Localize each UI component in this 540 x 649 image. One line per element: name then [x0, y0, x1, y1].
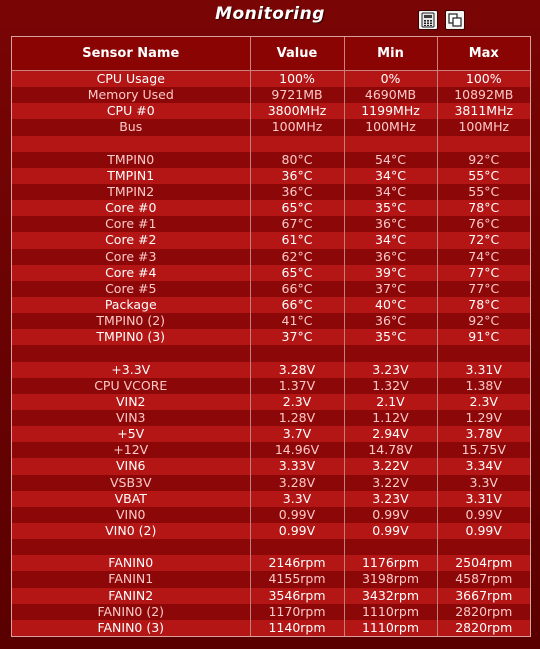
sensor-name-cell: Core #4 — [12, 265, 250, 281]
max-cell: 74°C — [437, 249, 530, 265]
min-cell: 3.23V — [344, 362, 437, 378]
max-cell: 92°C — [437, 313, 530, 329]
sensor-name-cell — [12, 345, 250, 361]
value-cell: 1170rpm — [250, 604, 344, 620]
max-cell: 100% — [437, 71, 530, 88]
value-cell: 36°C — [250, 168, 344, 184]
sensor-name-cell: CPU VCORE — [12, 378, 250, 394]
value-cell: 1.28V — [250, 410, 344, 426]
sensor-name-cell — [12, 136, 250, 152]
value-cell: 0.99V — [250, 507, 344, 523]
min-cell: 3.23V — [344, 491, 437, 507]
sensor-name-cell: +12V — [12, 442, 250, 458]
calculator-button[interactable] — [418, 10, 438, 30]
min-cell: 3.22V — [344, 475, 437, 491]
value-cell: 80°C — [250, 152, 344, 168]
sensor-name-cell: TMPIN0 (2) — [12, 313, 250, 329]
table-row[interactable] — [12, 168, 530, 184]
window-title: Monitoring — [215, 4, 325, 24]
min-cell: 34°C — [344, 168, 437, 184]
value-cell: 67°C — [250, 216, 344, 232]
value-cell: 66°C — [250, 281, 344, 297]
table-row[interactable] — [12, 539, 530, 555]
max-cell: 3.31V — [437, 362, 530, 378]
max-cell: 100MHz — [437, 119, 530, 135]
table-row[interactable] — [12, 491, 530, 507]
max-cell: 3.3V — [437, 475, 530, 491]
sensor-name-cell: VIN3 — [12, 410, 250, 426]
max-cell: 2820rpm — [437, 604, 530, 620]
min-cell: 3198rpm — [344, 571, 437, 587]
min-cell — [344, 136, 437, 152]
table-row[interactable] — [12, 87, 530, 103]
table-row[interactable] — [12, 152, 530, 168]
table-row[interactable] — [12, 394, 530, 410]
sensor-name-cell: Bus — [12, 119, 250, 135]
sensor-name-cell: FANIN0 — [12, 555, 250, 571]
copy-icon — [447, 12, 463, 28]
min-cell: 14.78V — [344, 442, 437, 458]
max-cell: 72°C — [437, 232, 530, 248]
table-row[interactable] — [12, 313, 530, 329]
min-cell: 37°C — [344, 281, 437, 297]
max-cell: 0.99V — [437, 523, 530, 539]
value-cell: 9721MB — [250, 87, 344, 103]
calculator-icon — [420, 12, 436, 28]
max-cell: 55°C — [437, 168, 530, 184]
sensor-name-cell: VSB3V — [12, 475, 250, 491]
table-row[interactable] — [12, 604, 530, 620]
sensor-name-cell: Core #0 — [12, 200, 250, 216]
table-header-row — [12, 37, 530, 71]
min-cell: 1.32V — [344, 378, 437, 394]
min-cell: 34°C — [344, 184, 437, 200]
value-cell: 1.37V — [250, 378, 344, 394]
sensor-name-cell: Core #2 — [12, 232, 250, 248]
table-row[interactable] — [12, 232, 530, 248]
min-cell: 3.22V — [344, 458, 437, 474]
min-cell: 1176rpm — [344, 555, 437, 571]
value-cell: 65°C — [250, 265, 344, 281]
table-row[interactable] — [12, 475, 530, 491]
value-cell: 3.7V — [250, 426, 344, 442]
sensor-name-cell: TMPIN2 — [12, 184, 250, 200]
value-cell — [250, 345, 344, 361]
sensor-name-cell: +3.3V — [12, 362, 250, 378]
max-cell: 2820rpm — [437, 620, 530, 636]
min-cell — [344, 345, 437, 361]
header-min[interactable]: Min — [344, 37, 437, 71]
max-cell: 76°C — [437, 216, 530, 232]
min-cell: 0.99V — [344, 507, 437, 523]
value-cell: 65°C — [250, 200, 344, 216]
max-cell: 3.31V — [437, 491, 530, 507]
max-cell: 4587rpm — [437, 571, 530, 587]
table-row[interactable] — [12, 362, 530, 378]
title-bar — [0, 0, 540, 36]
sensor-name-cell: Core #5 — [12, 281, 250, 297]
value-cell: 14.96V — [250, 442, 344, 458]
table-row[interactable] — [12, 555, 530, 571]
sensor-name-cell: VBAT — [12, 491, 250, 507]
table-row[interactable] — [12, 184, 530, 200]
sensor-name-cell: FANIN0 (2) — [12, 604, 250, 620]
min-cell: 39°C — [344, 265, 437, 281]
min-cell: 40°C — [344, 297, 437, 313]
max-cell: 2504rpm — [437, 555, 530, 571]
sensor-name-cell: Core #1 — [12, 216, 250, 232]
sensor-name-cell: Memory Used — [12, 87, 250, 103]
sensor-name-cell: TMPIN0 (3) — [12, 329, 250, 345]
sensor-name-cell: FANIN1 — [12, 571, 250, 587]
max-cell: 78°C — [437, 297, 530, 313]
table-row[interactable] — [12, 523, 530, 539]
value-cell: 61°C — [250, 232, 344, 248]
table-row[interactable] — [12, 620, 530, 636]
min-cell: 1110rpm — [344, 620, 437, 636]
sensor-name-cell: VIN2 — [12, 394, 250, 410]
min-cell: 34°C — [344, 232, 437, 248]
sensor-name-cell: VIN0 — [12, 507, 250, 523]
value-cell: 66°C — [250, 297, 344, 313]
value-cell — [250, 136, 344, 152]
max-cell: 3.78V — [437, 426, 530, 442]
min-cell: 35°C — [344, 329, 437, 345]
table-row[interactable] — [12, 426, 530, 442]
max-cell: 78°C — [437, 200, 530, 216]
table-row[interactable] — [12, 378, 530, 394]
min-cell: 0% — [344, 71, 437, 88]
value-cell: 3.28V — [250, 475, 344, 491]
sensor-name-cell: TMPIN0 — [12, 152, 250, 168]
value-cell: 62°C — [250, 249, 344, 265]
min-cell: 3432rpm — [344, 588, 437, 604]
sensor-table-container — [11, 36, 531, 637]
table-row[interactable] — [12, 507, 530, 523]
sensor-name-cell: VIN0 (2) — [12, 523, 250, 539]
min-cell: 36°C — [344, 249, 437, 265]
min-cell: 36°C — [344, 313, 437, 329]
table-row[interactable] — [12, 345, 530, 361]
value-cell: 100% — [250, 71, 344, 88]
max-cell: 3667rpm — [437, 588, 530, 604]
max-cell: 1.29V — [437, 410, 530, 426]
value-cell: 100MHz — [250, 119, 344, 135]
table-row[interactable] — [12, 571, 530, 587]
sensor-name-cell: Package — [12, 297, 250, 313]
sensor-name-cell: CPU Usage — [12, 71, 250, 88]
max-cell — [437, 345, 530, 361]
sensor-name-cell: +5V — [12, 426, 250, 442]
min-cell: 100MHz — [344, 119, 437, 135]
sensor-name-cell: TMPIN1 — [12, 168, 250, 184]
header-max[interactable]: Max — [437, 37, 530, 71]
max-cell: 77°C — [437, 281, 530, 297]
max-cell: 77°C — [437, 265, 530, 281]
table-row[interactable] — [12, 281, 530, 297]
max-cell: 55°C — [437, 184, 530, 200]
table-row[interactable] — [12, 458, 530, 474]
value-cell: 4155rpm — [250, 571, 344, 587]
max-cell — [437, 136, 530, 152]
min-cell: 35°C — [344, 200, 437, 216]
header-value[interactable]: Value — [250, 37, 344, 71]
sensor-name-cell: FANIN2 — [12, 588, 250, 604]
max-cell: 2.3V — [437, 394, 530, 410]
min-cell — [344, 539, 437, 555]
sensor-rows — [12, 71, 530, 636]
sensor-name-cell: Core #3 — [12, 249, 250, 265]
table-row[interactable] — [12, 136, 530, 152]
value-cell — [250, 539, 344, 555]
copy-button[interactable] — [445, 10, 465, 30]
value-cell: 2.3V — [250, 394, 344, 410]
min-cell: 1110rpm — [344, 604, 437, 620]
sensor-name-cell: FANIN0 (3) — [12, 620, 250, 636]
table-row[interactable] — [12, 103, 530, 119]
value-cell: 3546rpm — [250, 588, 344, 604]
table-row[interactable] — [12, 329, 530, 345]
min-cell: 2.1V — [344, 394, 437, 410]
max-cell: 0.99V — [437, 507, 530, 523]
table-row[interactable] — [12, 410, 530, 426]
value-cell: 36°C — [250, 184, 344, 200]
max-cell: 3811MHz — [437, 103, 530, 119]
max-cell: 10892MB — [437, 87, 530, 103]
min-cell: 2.94V — [344, 426, 437, 442]
min-cell: 54°C — [344, 152, 437, 168]
table-row[interactable] — [12, 119, 530, 135]
table-row[interactable] — [12, 249, 530, 265]
min-cell: 36°C — [344, 216, 437, 232]
value-cell: 1140rpm — [250, 620, 344, 636]
min-cell: 1.12V — [344, 410, 437, 426]
table-row[interactable] — [12, 442, 530, 458]
table-row[interactable] — [12, 588, 530, 604]
value-cell: 2146rpm — [250, 555, 344, 571]
sensor-name-cell: VIN6 — [12, 458, 250, 474]
max-cell: 15.75V — [437, 442, 530, 458]
value-cell: 3.28V — [250, 362, 344, 378]
max-cell: 91°C — [437, 329, 530, 345]
value-cell: 37°C — [250, 329, 344, 345]
sensor-table — [12, 37, 530, 636]
max-cell — [437, 539, 530, 555]
table-row[interactable] — [12, 216, 530, 232]
max-cell: 3.34V — [437, 458, 530, 474]
min-cell: 1199MHz — [344, 103, 437, 119]
value-cell: 0.99V — [250, 523, 344, 539]
value-cell: 41°C — [250, 313, 344, 329]
max-cell: 92°C — [437, 152, 530, 168]
min-cell: 4690MB — [344, 87, 437, 103]
table-row[interactable] — [12, 265, 530, 281]
value-cell: 3.33V — [250, 458, 344, 474]
header-sensor-name[interactable]: Sensor Name — [12, 37, 250, 71]
sensor-name-cell — [12, 539, 250, 555]
value-cell: 3800MHz — [250, 103, 344, 119]
value-cell: 3.3V — [250, 491, 344, 507]
max-cell: 1.38V — [437, 378, 530, 394]
min-cell: 0.99V — [344, 523, 437, 539]
table-row[interactable] — [12, 297, 530, 313]
table-row[interactable] — [12, 200, 530, 216]
sensor-name-cell: CPU #0 — [12, 103, 250, 119]
table-row[interactable] — [12, 71, 530, 88]
